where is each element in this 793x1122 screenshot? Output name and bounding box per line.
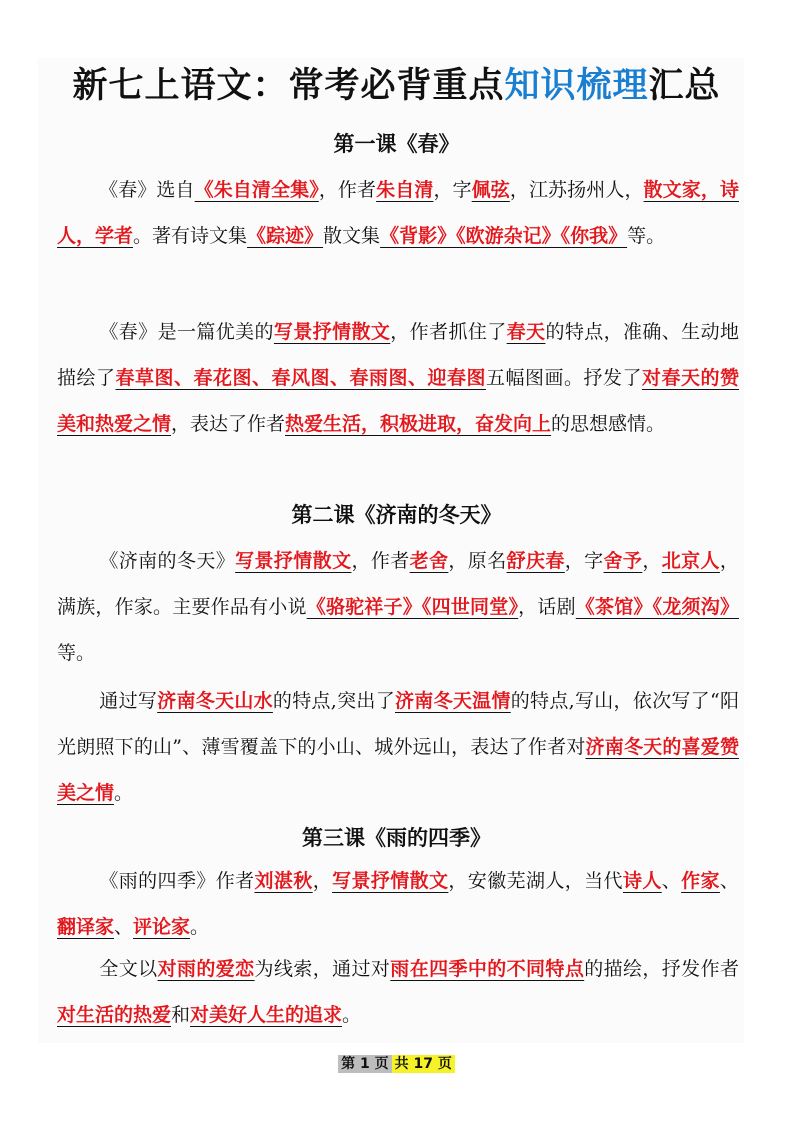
- paragraph-text: 和: [171, 1004, 191, 1026]
- key-phrase: 散文家，诗人，学者: [57, 179, 739, 247]
- key-phrase: 佩弦: [471, 179, 510, 201]
- paragraph-text: 。: [190, 916, 210, 938]
- key-phrase: 春草图、春花图、春风图、春雨图、迎春图: [115, 367, 486, 389]
- key-phrase: 雨在四季中的不同特点: [390, 958, 585, 980]
- lesson-3-paragraph-1: [57, 858, 739, 950]
- paragraph-text: 。: [342, 1004, 362, 1026]
- key-phrase: 济南冬天的喜爱赞美之情: [57, 736, 739, 804]
- key-phrase: 对美好人生的追求: [190, 1004, 343, 1026]
- paragraph-text: 等。: [627, 225, 666, 247]
- lesson-2-paragraph-1: [57, 538, 739, 676]
- paragraph-text: 。著有诗文集: [133, 225, 248, 247]
- lesson-2-heading: 第二课《济南的冬天》: [291, 502, 502, 527]
- lesson-3-heading: 第三课《雨的四季》: [302, 825, 491, 850]
- key-phrase: 评论家: [133, 916, 191, 938]
- title-part2: 汇总: [648, 66, 721, 106]
- paragraph-text: 《春》选自: [99, 179, 195, 201]
- paragraph-text: 。: [114, 782, 134, 804]
- key-phrase: 《朱自清全集》: [194, 179, 319, 201]
- key-phrase: 老舍: [409, 550, 449, 572]
- paragraph-text: 全文以: [99, 958, 158, 980]
- lesson-1-heading: 第一课《春》: [333, 131, 460, 156]
- paragraph-text: 五幅图画。抒发了: [485, 367, 642, 389]
- paragraph-text: 的描绘，抒发作者: [584, 958, 739, 980]
- key-phrase: 济南冬天温情: [395, 690, 511, 712]
- key-phrase: 济南冬天山水: [157, 690, 273, 712]
- paragraph-text: ，字: [564, 550, 604, 572]
- key-phrase: 《背影》《欧游杂记》《你我》: [380, 225, 628, 247]
- key-phrase: 写景抒情散文: [273, 321, 391, 343]
- lesson-3-paragraph-2: [57, 946, 739, 1038]
- paragraph-text: 《济南的冬天》: [99, 550, 236, 572]
- paragraph-text: 、: [661, 870, 682, 892]
- key-phrase: 热爱生活，积极进取，奋发向上: [285, 413, 552, 435]
- paragraph-text: ，字: [433, 179, 472, 201]
- page-number: 第 1 页: [338, 1055, 392, 1073]
- key-phrase: 作家: [681, 870, 720, 892]
- key-phrase: 对雨的爱恋: [157, 958, 255, 980]
- paragraph-text: ，安徽芜湖人，当代: [448, 870, 623, 892]
- paragraph-text: ，作者: [318, 179, 377, 201]
- paragraph-text: ，: [642, 550, 662, 572]
- paragraph-text: ，江苏扬州人，: [509, 179, 644, 201]
- paragraph-text: 散文集: [323, 225, 381, 247]
- paragraph-text: ，作者抓住了: [390, 321, 507, 343]
- paragraph-text: ，表达了作者: [171, 413, 286, 435]
- paragraph-text: ，作者: [351, 550, 410, 572]
- paragraph-text: 《春》是一篇优美的: [99, 321, 274, 343]
- key-phrase: 对生活的热爱: [57, 1004, 172, 1026]
- page-title: [0, 62, 793, 110]
- paragraph-text: 、: [114, 916, 134, 938]
- key-phrase: 北京人: [661, 550, 720, 572]
- paragraph-text: 等。: [57, 642, 96, 664]
- paragraph-text: 的特点,突出了: [272, 690, 395, 712]
- paragraph-text: 通过写: [99, 690, 158, 712]
- key-phrase: 《骆驼祥子》《四世同堂》: [306, 596, 519, 618]
- key-phrase: 《踪迹》: [247, 225, 324, 247]
- key-phrase: 写景抒情散文: [235, 550, 352, 572]
- paragraph-text: ，满族，作家。主要作品有小说: [57, 550, 739, 618]
- key-phrase: 朱自清: [376, 179, 434, 201]
- key-phrase: 翻译家: [57, 916, 115, 938]
- key-phrase: 写景抒情散文: [332, 870, 449, 892]
- title-highlight: 知识梳理: [504, 66, 649, 106]
- key-phrase: 对春天的赞美和热爱之情: [57, 367, 739, 435]
- paragraph-text: ，话剧: [518, 596, 576, 618]
- key-phrase: 舍予: [603, 550, 643, 572]
- key-phrase: 《茶馆》《龙须沟》: [575, 596, 739, 618]
- lesson-1-paragraph-1: [57, 167, 739, 259]
- title-part1: 新七上语文：常考必背重点: [72, 66, 505, 106]
- paragraph-text: 的特点,写山，依次写了“阳光朗照下的山”、薄雪覆盖下的小山、城外远山，表达了作者对: [57, 690, 739, 758]
- key-phrase: 舒庆春: [506, 550, 565, 572]
- paragraph-text: 《雨的四季》作者: [99, 870, 255, 892]
- lesson-1-paragraph-2: [57, 309, 739, 447]
- paragraph-text: 的特点，准确、生动地描绘了: [57, 321, 739, 389]
- page-total: 共 17 页: [392, 1055, 455, 1073]
- paragraph-text: 、: [719, 870, 739, 892]
- key-phrase: 诗人: [622, 870, 662, 892]
- key-phrase: 刘湛秋: [254, 870, 313, 892]
- lesson-2-paragraph-2: [57, 678, 739, 816]
- paragraph-text: ，原名: [448, 550, 507, 572]
- key-phrase: 春天: [506, 321, 546, 343]
- page-footer: [0, 1054, 793, 1074]
- paragraph-text: 的思想感情。: [551, 413, 666, 435]
- paragraph-text: ，: [312, 870, 333, 892]
- paragraph-text: 为线索，通过对: [254, 958, 391, 980]
